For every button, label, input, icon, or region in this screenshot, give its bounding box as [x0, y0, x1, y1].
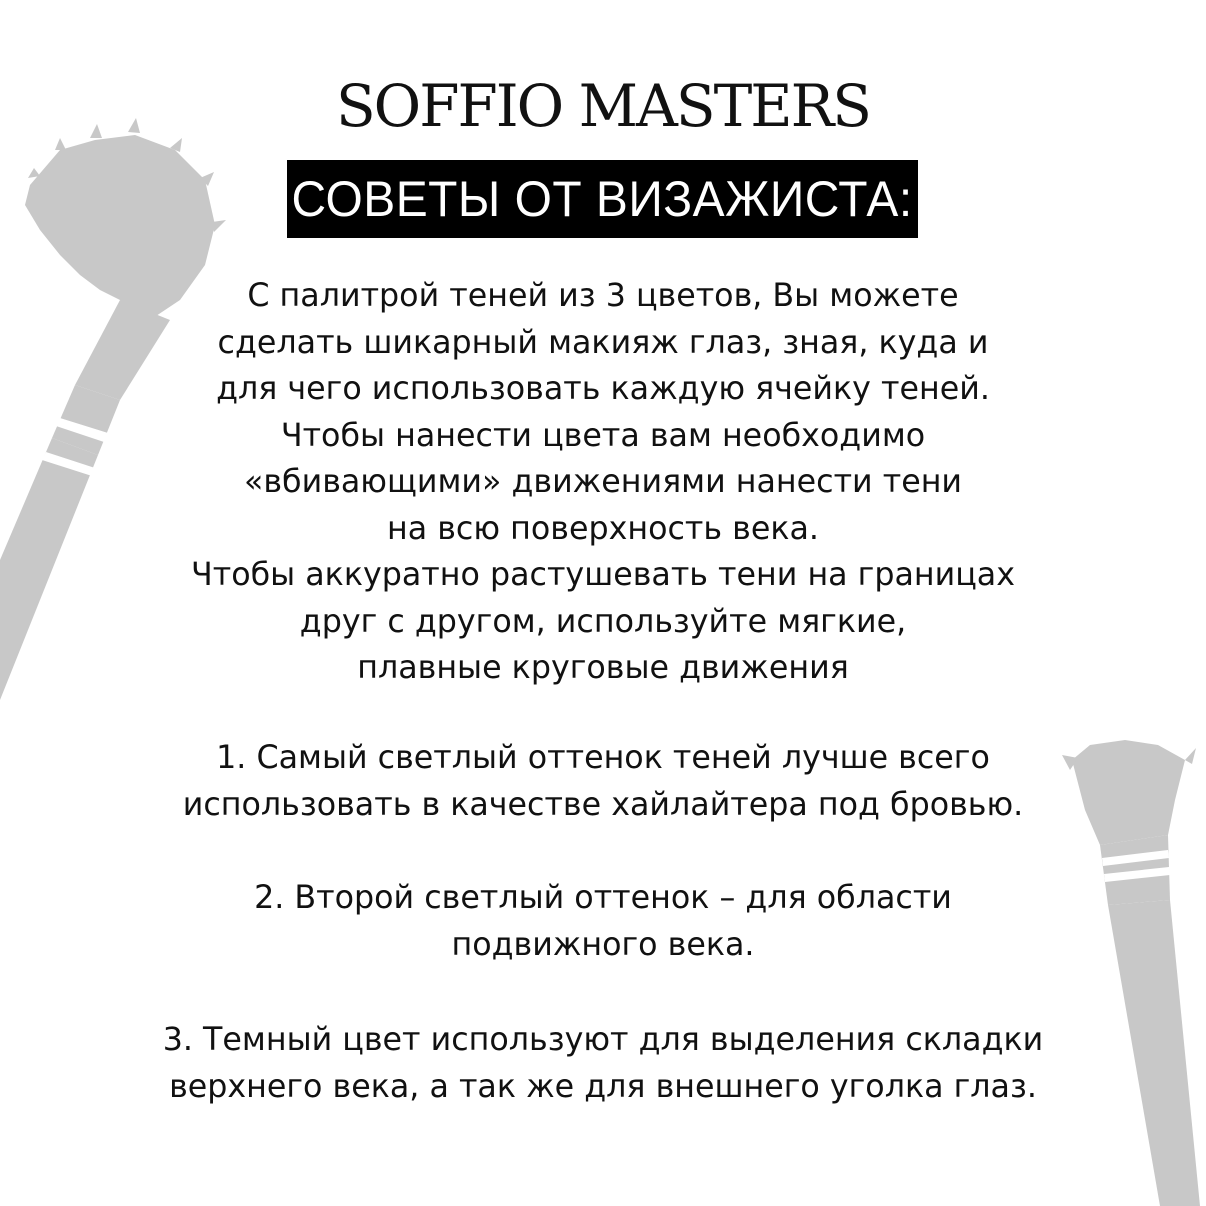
- intro-line: С палитрой теней из 3 цветов, Вы можете: [247, 276, 959, 314]
- intro-line: «вбивающими» движениями нанести тени: [243, 462, 963, 500]
- banner-title: СОВЕТЫ ОТ ВИЗАЖИСТА:: [291, 171, 914, 227]
- brand-title: SOFFIO MASTERS: [335, 72, 871, 140]
- tip-line: 1. Самый светлый оттенок теней лучше всего: [216, 738, 990, 776]
- tip-2: [60, 874, 1146, 967]
- tip-line: 2. Второй светлый оттенок – для области: [254, 878, 952, 916]
- intro-line: на всю поверхность века.: [387, 508, 819, 547]
- intro-line: друг с другом, используйте мягкие,: [299, 601, 907, 640]
- intro-line: плавные круговые движения: [357, 648, 849, 686]
- intro-line: Чтобы аккуратно растушевать тени на границах: [190, 555, 1015, 593]
- tip-line: верхнего века, а так же для внешнего уголка глаз.: [169, 1066, 1037, 1105]
- section-banner: [287, 160, 918, 238]
- tip-line: использовать в качестве хайлайтера под бровью.: [182, 784, 1024, 823]
- tip-line: подвижного века.: [451, 924, 755, 963]
- tip-3: [60, 1016, 1146, 1109]
- intro-paragraph: [60, 272, 1146, 691]
- intro-line: Чтобы нанести цвета вам необходимо: [280, 415, 926, 454]
- intro-line: для чего использовать каждую ячейку теней.: [216, 369, 990, 407]
- intro-line: сделать шикарный макияж глаз, зная, куда и: [217, 322, 989, 361]
- tip-1: [60, 734, 1146, 827]
- tip-line: 3. Темный цвет используют для выделения складки: [162, 1020, 1044, 1058]
